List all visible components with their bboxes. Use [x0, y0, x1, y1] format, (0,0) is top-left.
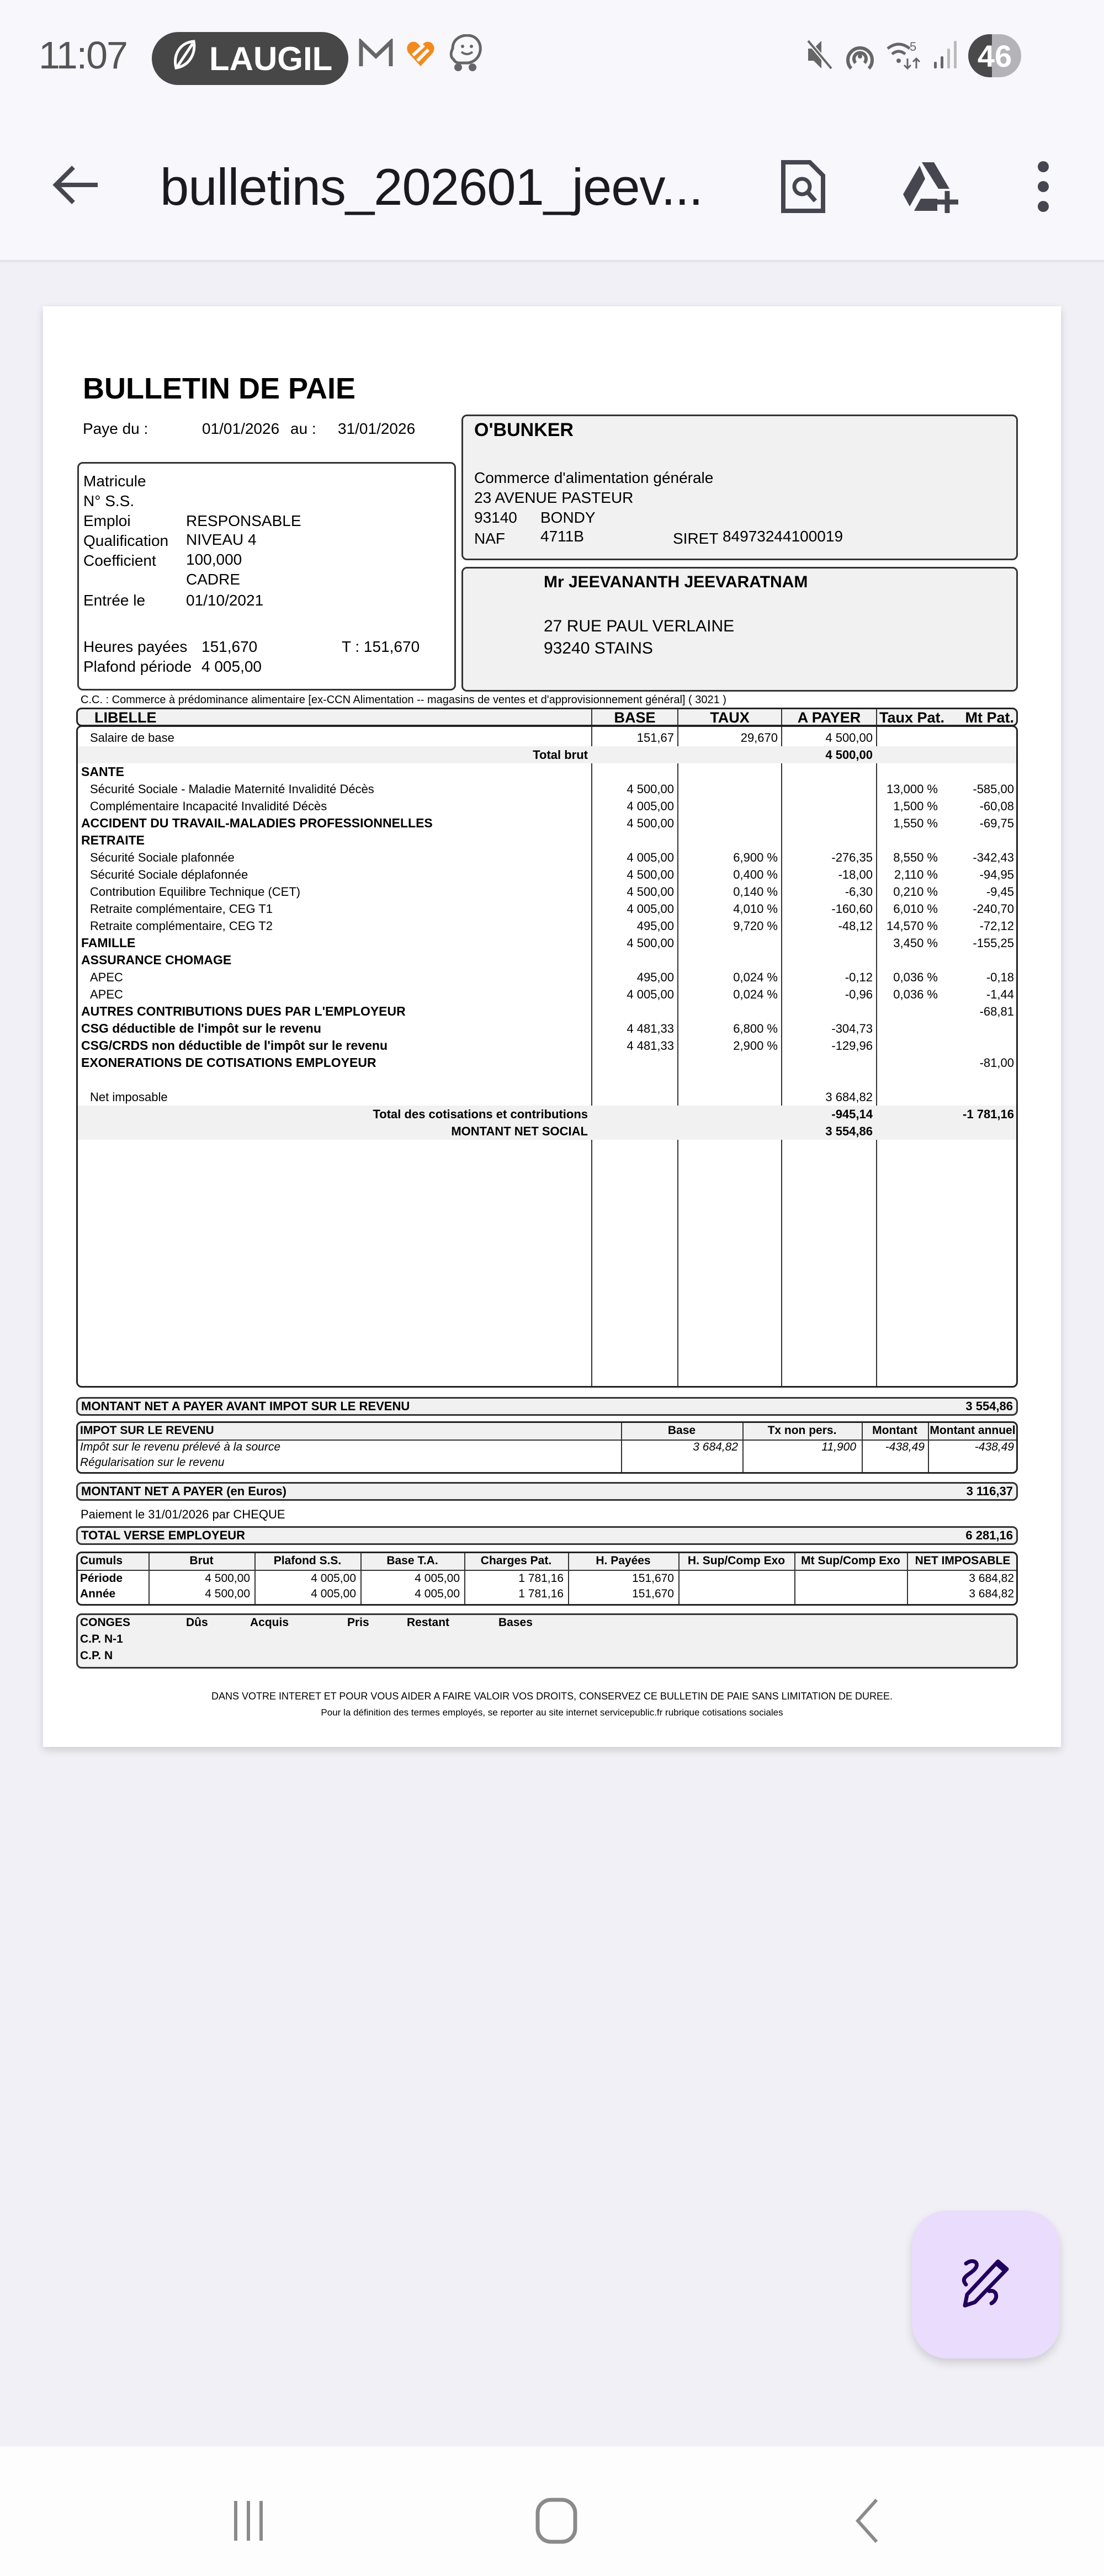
cumuls-header: H. Sup/Comp Exo [687, 1554, 785, 1567]
ir-line-regul: Régularisation sur le revenu [80, 1456, 225, 1469]
cell-mtpat: -240,70 [973, 902, 1014, 916]
heart-app-icon [405, 39, 436, 71]
cumuls-table [76, 1552, 1018, 1606]
cell-mtpat: -69,75 [979, 816, 1014, 830]
cell-libelle: EXONERATIONS DE COTISATIONS EMPLOYEUR [81, 1055, 376, 1070]
cell-libelle: Retraite complémentaire, CEG T1 [90, 902, 273, 916]
table-section-row [78, 1054, 1016, 1071]
cell-base: 4 500,00 [627, 816, 674, 830]
plafond-value: 4 005,00 [201, 658, 262, 675]
recents-button[interactable] [210, 2490, 287, 2551]
cell-apayer: 4 500,00 [825, 748, 873, 762]
cell-mtpat: -155,25 [973, 936, 1014, 950]
cell-tauxpat: 0,210 % [893, 885, 938, 899]
table-section-row [78, 832, 1016, 849]
cell-base: 4 500,00 [627, 782, 674, 796]
net-before-tax-value: 3 554,86 [965, 1399, 1013, 1413]
table-total-row [78, 1123, 1016, 1140]
ir-col-base: Base [667, 1424, 696, 1437]
footer-definition: Pour la définition des termes employés, se reporter au site internet servicepublic.fr rubrique cotisations sociales [321, 1707, 783, 1718]
cell-tauxpat: 1,500 % [893, 799, 938, 813]
table-section-row [78, 815, 1016, 832]
cell-apayer: -304,73 [831, 1022, 873, 1035]
table-section-row [78, 1003, 1016, 1020]
cell-taux: 0,024 % [733, 970, 778, 984]
cell-libelle: Complémentaire Incapacité Invalidité Décès [90, 799, 327, 813]
cell-base: 4 005,00 [627, 799, 674, 813]
table-row [78, 883, 1016, 900]
cell-libelle: RETRAITE [81, 833, 145, 847]
cell-apayer: -6,30 [845, 885, 873, 899]
table-row [78, 1071, 1016, 1088]
cell-tauxpat: 0,036 % [893, 970, 938, 984]
qualification-value: NIVEAU 4 [186, 531, 257, 548]
convention-collective: C.C. : Commerce à prédominance alimentaire [ex-CCN Alimentation -- magasins de ventes et d'approvisionnement général] ( 3021 ) [81, 694, 726, 706]
more-icon [1037, 159, 1050, 214]
cumuls-header: H. Payées [596, 1554, 651, 1567]
cell-tauxpat: 2,110 % [894, 868, 938, 881]
net-before-tax-band [76, 1397, 1018, 1416]
matricule-label: Matricule [83, 472, 146, 490]
ir-base-value: 3 684,82 [693, 1441, 738, 1453]
table-section-row [78, 763, 1016, 780]
recents-icon [229, 2499, 268, 2543]
entree-value: 01/10/2021 [186, 592, 264, 609]
pill-label: LAUGIL [209, 40, 333, 77]
employer-postcode: 93140 [474, 509, 517, 526]
waze-icon [448, 34, 482, 76]
cell-base: 495,00 [636, 970, 674, 984]
cell-tauxpat: 13,000 % [887, 782, 938, 796]
cell-apayer: -129,96 [831, 1039, 873, 1053]
cell-tauxpat: 14,570 % [887, 919, 938, 933]
cell-mtpat: -585,00 [973, 782, 1014, 796]
qualification-label: Qualification [83, 532, 169, 549]
system-back-button[interactable] [828, 2490, 905, 2551]
mute-icon [806, 39, 834, 73]
cell-mtpat: -94,95 [979, 868, 1014, 881]
cell-taux: 6,900 % [733, 851, 778, 864]
cell-taux: 6,800 % [733, 1022, 778, 1035]
cell-libelle: Salaire de base [90, 731, 174, 745]
cell-libelle: AUTRES CONTRIBUTIONS DUES PAR L'EMPLOYEUR [81, 1004, 406, 1018]
cell-mtpat: -60,08 [979, 799, 1014, 813]
employer-address: 23 AVENUE PASTEUR [474, 489, 634, 506]
back-button[interactable] [49, 157, 104, 213]
more-options-button[interactable] [1016, 156, 1071, 217]
cumuls-cell: 3 684,82 [969, 1587, 1014, 1600]
cell-base: 4 005,00 [627, 902, 674, 916]
table-row [78, 729, 1016, 746]
notification-pill[interactable] [152, 32, 348, 85]
table-section-row [78, 1037, 1016, 1054]
period-from: 01/01/2026 [202, 420, 280, 437]
table-total-row [78, 746, 1016, 763]
cell-base: 4 500,00 [627, 868, 674, 881]
leaf-icon [172, 39, 197, 78]
ir-col-montant-annuel: Montant annuel [930, 1424, 1016, 1437]
navigation-bar [0, 2446, 1104, 2576]
hotspot-icon [845, 39, 875, 73]
col-mtpat: Mt Pat. [965, 709, 1014, 726]
ir-taux-value: 11,900 [821, 1441, 856, 1453]
cumuls-cell: 4 005,00 [311, 1587, 356, 1600]
cell-taux: 0,140 % [733, 885, 778, 899]
status-time: 11:07 [39, 34, 127, 77]
cell-mtpat: -1 781,16 [963, 1107, 1014, 1121]
cell-base: 4 481,33 [627, 1022, 674, 1035]
cell-tauxpat: 8,550 % [893, 851, 938, 864]
conges-header: Bases [498, 1616, 533, 1629]
col-apayer: A PAYER [797, 709, 861, 726]
cell-mtpat: -342,43 [973, 851, 1014, 864]
payslip [43, 306, 1061, 1747]
heures-total: T : 151,670 [342, 638, 420, 655]
table-row [78, 1088, 1016, 1106]
cumuls-header: Cumuls [80, 1554, 123, 1567]
cell-tauxpat: 6,010 % [893, 902, 938, 916]
cumuls-cell: 4 500,00 [205, 1572, 250, 1585]
ir-col-taux: Tx non pers. [767, 1424, 837, 1437]
conges-header: Restant [407, 1616, 450, 1629]
annotate-fab[interactable] [912, 2211, 1060, 2359]
cumuls-cell: 151,670 [632, 1587, 674, 1600]
cell-apayer: -0,12 [845, 970, 873, 984]
conges-header: Dûs [186, 1616, 208, 1629]
ir-col-montant: Montant [872, 1424, 917, 1437]
table-row [78, 849, 1016, 866]
table-total-row [78, 1106, 1016, 1123]
cell-base: 4 005,00 [627, 987, 674, 1001]
table-section-row [78, 934, 1016, 952]
cell-base: 495,00 [636, 919, 674, 933]
cell-libelle: FAMILLE [81, 936, 136, 950]
cell-libelle: Contribution Equilibre Technique (CET) [90, 885, 301, 899]
cell-taux: 9,720 % [733, 919, 778, 933]
conges-row-label: C.P. N-1 [80, 1633, 123, 1645]
conges-header: Acquis [250, 1616, 289, 1629]
draw-icon [958, 2258, 1013, 2311]
cell-libelle: CSG/CRDS non déductible de l'impôt sur le revenu [81, 1038, 388, 1053]
cell-libelle: APEC [90, 970, 123, 984]
cell-apayer: 4 500,00 [825, 731, 873, 745]
naf-value: 4711B [540, 528, 584, 545]
coefficient-value: 100,000 [186, 551, 242, 568]
employee-address-box [461, 567, 1018, 692]
cell-base: 4 481,33 [627, 1039, 674, 1053]
app-bar [0, 119, 1104, 262]
employer-box [461, 415, 1018, 560]
main-table-body [76, 725, 1018, 1388]
main-table-header [76, 708, 1018, 726]
cell-libelle: CSG déductible de l'impôt sur le revenu [81, 1021, 321, 1035]
cell-mtpat: -1,44 [986, 987, 1014, 1001]
wifi-icon [887, 39, 922, 73]
cell-libelle: Total des cotisations et contributions [373, 1107, 588, 1121]
cell-taux: 0,400 % [733, 868, 778, 881]
document-title: bulletins_202601_jeev... [160, 158, 703, 216]
period-to-label: au : [290, 420, 316, 437]
cumuls-header: Brut [189, 1554, 214, 1567]
cell-libelle: Net imposable [90, 1090, 168, 1104]
cumuls-cell: 4 005,00 [415, 1572, 460, 1585]
col-libelle: LIBELLE [94, 709, 157, 726]
income-tax-box [76, 1421, 1018, 1474]
battery-indicator: 46 [968, 34, 1021, 77]
table-row [78, 780, 1016, 798]
cumuls-header: Charges Pat. [480, 1554, 552, 1567]
emploi-value: RESPONSABLE [186, 512, 301, 529]
cumuls-cell: 4 005,00 [311, 1572, 356, 1585]
total-employer-band [76, 1526, 1018, 1545]
period-to: 31/01/2026 [338, 420, 416, 437]
cell-base: 4 500,00 [627, 936, 674, 950]
table-row [78, 900, 1016, 917]
payment-info: Paiement le 31/01/2026 par CHEQUE [81, 1507, 285, 1521]
cell-taux: 0,024 % [733, 987, 778, 1001]
payslip-title: BULLETIN DE PAIE [83, 372, 356, 405]
cumuls-header: Base T.A. [386, 1554, 438, 1567]
home-icon [534, 2498, 578, 2544]
cumuls-cell: Période [80, 1572, 123, 1585]
cell-libelle: MONTANT NET SOCIAL [451, 1124, 588, 1138]
cumuls-header: NET IMPOSABLE [915, 1554, 1011, 1567]
heures-label: Heures payées [83, 638, 188, 655]
cell-apayer: 3 684,82 [825, 1090, 873, 1104]
cell-base: 4 005,00 [627, 851, 674, 864]
cumuls-cell: 1 781,16 [518, 1587, 564, 1600]
emploi-label: Emploi [83, 512, 131, 529]
signal-icon [933, 39, 957, 73]
cumuls-cell: 1 781,16 [518, 1572, 564, 1585]
home-button[interactable] [518, 2490, 595, 2551]
cumuls-cell: 3 684,82 [969, 1572, 1014, 1585]
cell-base: 4 500,00 [627, 885, 674, 899]
net-to-pay-band [76, 1482, 1018, 1501]
search-document-button[interactable] [773, 156, 834, 217]
cell-libelle: Retraite complémentaire, CEG T2 [90, 919, 273, 933]
period-from-label: Paye du : [83, 420, 148, 437]
table-row [78, 866, 1016, 883]
employer-activity: Commerce d'alimentation générale [474, 469, 714, 486]
cell-base: 151,67 [636, 731, 674, 745]
table-section-row [78, 1020, 1016, 1037]
cell-libelle: ACCIDENT DU TRAVAIL-MALADIES PROFESSIONNELLES [81, 816, 433, 830]
gmail-icon [359, 39, 393, 71]
cell-apayer: 3 554,86 [825, 1124, 873, 1138]
cumuls-header: Plafond S.S. [273, 1554, 342, 1567]
cell-mtpat: -72,12 [979, 919, 1014, 933]
entree-label: Entrée le [83, 592, 146, 609]
drive-add-button[interactable] [900, 156, 960, 217]
ir-montant-value: -438,49 [885, 1441, 925, 1453]
cell-libelle: APEC [90, 987, 123, 1001]
footer-notice: DANS VOTRE INTERET ET POUR VOUS AIDER A FAIRE VALOIR VOS DROITS, CONSERVEZ CE BULLETIN DE PAIE SANS LIMITATION DE DUREE. [211, 1691, 893, 1702]
conges-header: Pris [347, 1616, 369, 1629]
col-taux: TAUX [710, 709, 750, 726]
arrow-left-icon [51, 163, 101, 207]
cell-mtpat: -81,00 [979, 1056, 1014, 1070]
employee-address: 27 RUE PAUL VERLAINE [544, 617, 735, 635]
net-to-pay-label: MONTANT NET A PAYER (en Euros) [81, 1484, 286, 1498]
income-tax-title: IMPOT SUR LE REVENU [80, 1424, 214, 1437]
cell-apayer: -160,60 [831, 902, 873, 916]
table-row [78, 798, 1016, 815]
naf-label: NAF [474, 530, 505, 547]
pdf-page[interactable] [43, 306, 1061, 1747]
conges-row-label: C.P. N [80, 1649, 113, 1662]
cell-tauxpat: 3,450 % [893, 936, 938, 950]
cumuls-cell: 4 500,00 [205, 1587, 250, 1600]
coefficient-label: Coefficient [83, 552, 156, 569]
siret-value: 84973244100019 [723, 528, 843, 545]
plafond-label: Plafond période [83, 658, 192, 675]
total-employer-label: TOTAL VERSE EMPLOYEUR [81, 1528, 246, 1542]
cell-libelle: ASSURANCE CHOMAGE [81, 953, 232, 967]
cumuls-cell: 151,670 [632, 1572, 674, 1585]
total-employer-value: 6 281,16 [965, 1528, 1013, 1542]
cell-apayer: -276,35 [831, 851, 873, 864]
table-section-row [78, 952, 1016, 969]
cell-libelle: SANTE [81, 764, 124, 779]
cell-mtpat: -68,81 [979, 1005, 1014, 1018]
employer-city: BONDY [540, 509, 596, 526]
svg-text:5: 5 [910, 39, 917, 54]
cell-taux: 4,010 % [733, 902, 778, 916]
nss-label: N° S.S. [83, 492, 135, 509]
cell-mtpat: -9,45 [986, 885, 1014, 899]
cell-tauxpat: 1,550 % [893, 816, 938, 830]
heures-value: 151,670 [201, 638, 258, 655]
cell-libelle: Sécurité Sociale déplafonnée [90, 868, 248, 881]
col-tauxpat: Taux Pat. [879, 709, 945, 726]
cell-libelle: Sécurité Sociale plafonnée [90, 851, 235, 864]
employee-name: Mr JEEVANANTH JEEVARATNAM [544, 573, 808, 591]
col-base: BASE [614, 709, 656, 726]
table-row [78, 969, 1016, 986]
statut-value: CADRE [186, 571, 241, 588]
employer-name: O'BUNKER [474, 419, 574, 440]
ir-montant-annuel-value: -438,49 [974, 1441, 1014, 1453]
cell-libelle: Sécurité Sociale - Maladie Maternité Invalidité Décès [90, 782, 374, 796]
cumuls-cell: Année [80, 1587, 116, 1600]
cumuls-cell: 4 005,00 [415, 1587, 460, 1600]
status-bar [0, 0, 1104, 119]
cell-taux: 2,900 % [733, 1039, 778, 1053]
conges-header: CONGES [80, 1616, 131, 1629]
table-row [78, 986, 1016, 1003]
cell-mtpat: -0,18 [986, 970, 1014, 984]
siret-label: SIRET [673, 530, 719, 547]
cumuls-header: Mt Sup/Comp Exo [801, 1554, 900, 1567]
net-before-tax-label: MONTANT NET A PAYER AVANT IMPOT SUR LE REVENU [81, 1399, 410, 1413]
table-row [78, 917, 1016, 934]
search-document-icon [780, 159, 826, 214]
employee-postcode-city: 93240 STAINS [544, 639, 653, 657]
cell-tauxpat: 0,036 % [893, 987, 938, 1001]
cell-apayer: -945,14 [831, 1107, 873, 1121]
cell-apayer: -18,00 [838, 868, 873, 881]
cell-libelle: Total brut [533, 748, 588, 762]
cell-apayer: -0,96 [845, 987, 873, 1001]
drive-add-icon [900, 159, 960, 214]
cell-apayer: -48,12 [838, 919, 873, 933]
cell-taux: 29,670 [740, 731, 778, 745]
net-to-pay-value: 3 116,37 [966, 1484, 1013, 1498]
conges-box [76, 1613, 1018, 1669]
ir-line-pas: Impôt sur le revenu prélevé à la source [80, 1441, 281, 1453]
back-icon [850, 2498, 883, 2544]
employee-info-box [77, 462, 456, 691]
